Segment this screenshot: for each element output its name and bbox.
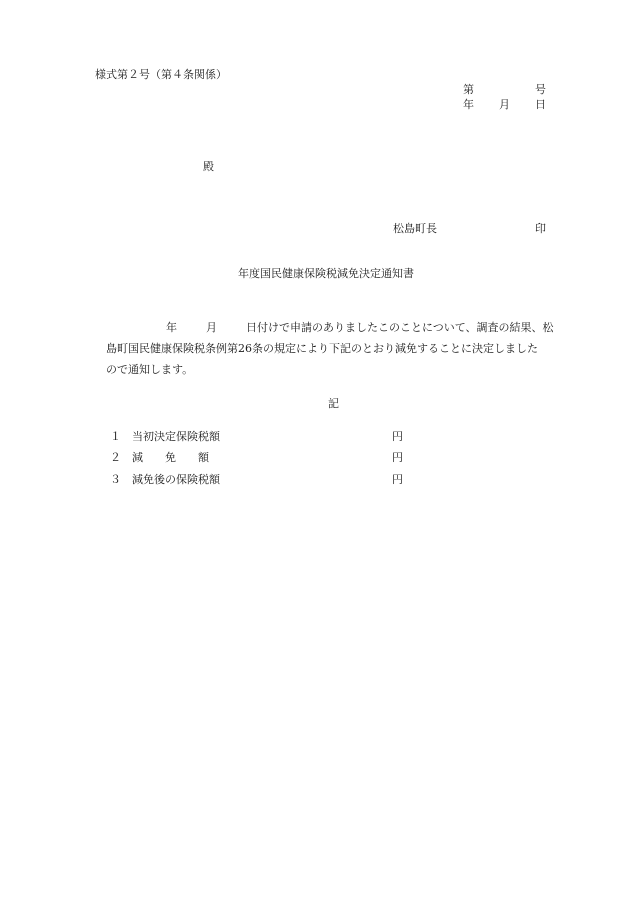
body-line-2: 島町国民健康保険税条例第26条の規定により下記のとおり減免することに決定しました — [106, 342, 538, 355]
document-title: 年度国民健康保険税減免決定通知書 — [238, 267, 414, 280]
date-nen: 年 — [463, 98, 474, 111]
item-unit: 円 — [392, 473, 403, 486]
ki-heading: 記 — [328, 397, 339, 410]
body-line-1 — [106, 317, 576, 338]
item-label: 減 免 額 — [132, 451, 209, 464]
issuer-title: 松島町長 — [393, 222, 437, 235]
item-unit: 円 — [392, 430, 403, 443]
item-number: ３ — [110, 473, 121, 486]
doc-number-dai: 第 — [463, 83, 474, 96]
item-number: １ — [110, 430, 121, 443]
item-label: 当初決定保険税額 — [132, 430, 220, 443]
body-nen: 年 — [166, 321, 177, 334]
addressee-suffix: 殿 — [203, 160, 214, 173]
item-unit: 円 — [392, 451, 403, 464]
doc-number-go: 号 — [535, 83, 546, 96]
body-tsuki: 月 — [206, 321, 217, 334]
body-line-3: ので通知します。 — [106, 363, 194, 376]
item-number: ２ — [110, 451, 121, 464]
body-paragraph — [106, 317, 576, 380]
form-number: 様式第２号（第４条関係） — [95, 68, 227, 81]
body-line-1-rest: 日付けで申請のありましたこのことについて、調査の結果、松 — [246, 321, 554, 334]
date-hi: 日 — [535, 98, 546, 111]
date-tsuki: 月 — [499, 98, 510, 111]
item-label: 減免後の保険税額 — [132, 473, 220, 486]
issuer-seal: 印 — [535, 222, 546, 235]
